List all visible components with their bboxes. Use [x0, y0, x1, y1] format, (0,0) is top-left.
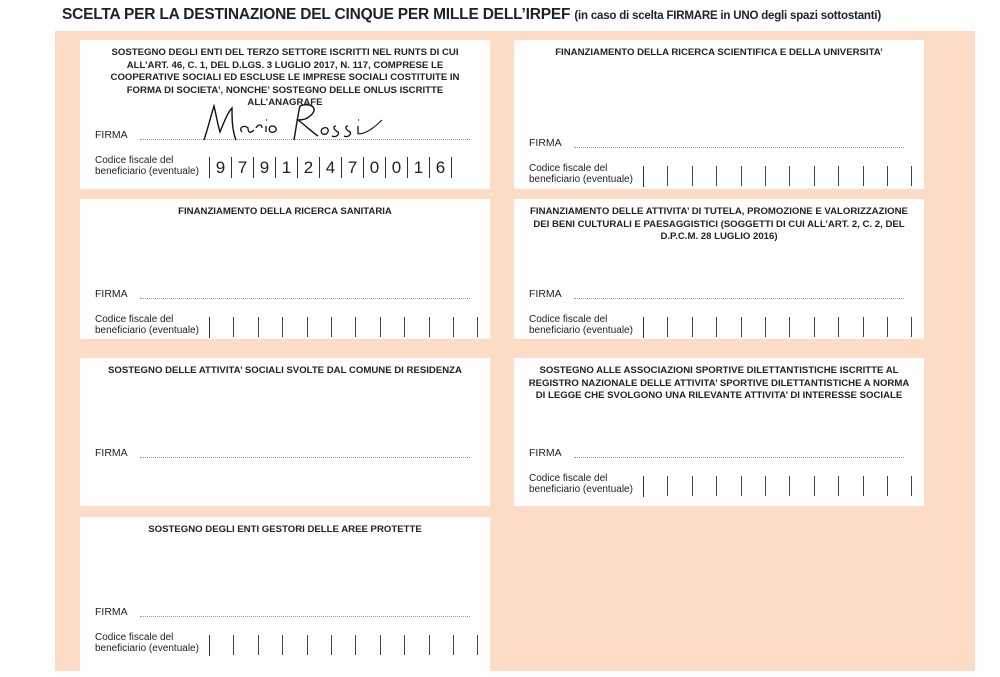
firma-label: FIRMA [529, 137, 562, 149]
cf-field[interactable] [209, 317, 478, 338]
cf-label: Codice fiscale del beneficiario (eventuale) [95, 155, 199, 177]
signature-line[interactable] [574, 298, 904, 299]
box-title: SOSTEGNO DELLE ATTIVITA’ SOCIALI SVOLTE DAL COMUNE DI RESIDENZA [108, 365, 462, 376]
signature-line[interactable] [574, 457, 904, 458]
box-beni-culturali [514, 199, 924, 339]
signature-line[interactable] [140, 616, 470, 617]
firma-label: FIRMA [529, 288, 562, 300]
cf-field[interactable] [643, 476, 912, 497]
box-title: SOSTEGNO ALLE ASSOCIAZIONI SPORTIVE DILETTANTISTICHE ISCRITTE AL REGISTRO NAZIONALE DELLE ATTIVITA’ SPORTIVE DILETTANTISTICHE A NORMA DI LEGGE CHE SVOLGONO UNA RILEVANTE ATTIVITA’ DI INTERESSE SOCIALE [528, 365, 910, 401]
cf-label: Codice fiscale del beneficiario (eventuale) [529, 163, 633, 185]
firma-label: FIRMA [95, 288, 128, 300]
box-terzo-settore [80, 40, 490, 189]
box-title: FINANZIAMENTO DELLA RICERCA SANITARIA [178, 206, 392, 217]
cf-field[interactable] [643, 317, 912, 338]
box-ricerca-sanitaria [80, 199, 490, 339]
form-title: SCELTA PER LA DESTINAZIONE DEL CINQUE PER MILLE DELL’IRPEF [62, 6, 571, 23]
firma-label: FIRMA [95, 129, 128, 141]
box-ricerca-scientifica [514, 40, 924, 189]
cf-digit: 7 [342, 157, 364, 178]
cf-digit: 9 [210, 157, 232, 178]
signature-line[interactable] [140, 457, 470, 458]
handwritten-signature [198, 98, 398, 148]
cf-digit: 0 [386, 157, 408, 178]
box-associazioni-sportive [514, 358, 924, 506]
cf-digit: 4 [320, 157, 342, 178]
cf-label: Codice fiscale del beneficiario (eventuale) [529, 314, 633, 336]
cf-digit: 2 [298, 157, 320, 178]
cf-field[interactable] [209, 635, 478, 656]
form-header [62, 6, 992, 24]
firma-label: FIRMA [95, 606, 128, 618]
signature-line[interactable] [574, 147, 904, 148]
firma-label: FIRMA [95, 447, 128, 459]
cf-label: Codice fiscale del beneficiario (eventuale) [95, 632, 199, 654]
cf-label: Codice fiscale del beneficiario (eventuale) [95, 314, 199, 336]
cf-digit: 1 [408, 157, 430, 178]
cf-field-filled[interactable] [209, 157, 452, 178]
signature-line[interactable] [140, 298, 470, 299]
cf-digit: 6 [430, 157, 452, 178]
cf-label: Codice fiscale del beneficiario (eventuale) [529, 473, 633, 495]
box-title: SOSTEGNO DEGLI ENTI DEL TERZO SETTORE ISCRITTI NEL RUNTS DI CUI ALL’ART. 46, C. 1, DEL D.LGS. 3 LUGLIO 2017, N. 117, COMPRESE LE COOPERATIVE SOCIALI ED ESCLUSE LE IMPRESE SOCIALI COSTITUITE IN FORMA DI SOCIETA’, NONCHE’ SOSTEGNO DELLE ONLUS ISCRITTE ALL’ANAGRAFE [110, 47, 460, 108]
cf-digit: 9 [254, 157, 276, 178]
box-aree-protette [80, 517, 490, 677]
choices-panel [55, 31, 975, 671]
cf-digit: 1 [276, 157, 298, 178]
cf-digit: 0 [364, 157, 386, 178]
box-title: FINANZIAMENTO DELLA RICERCA SCIENTIFICA E DELLA UNIVERSITA’ [555, 47, 883, 58]
cf-digit: 7 [232, 157, 254, 178]
cf-field[interactable] [643, 166, 912, 187]
box-comune-residenza [80, 358, 490, 506]
box-title: SOSTEGNO DEGLI ENTI GESTORI DELLE AREE PROTETTE [148, 524, 422, 535]
form-subtitle: (in caso di scelta FIRMARE in UNO degli spazi sottostanti) [574, 10, 881, 22]
firma-label: FIRMA [529, 447, 562, 459]
box-title: FINANZIAMENTO DELLE ATTIVITA’ DI TUTELA, PROMOZIONE E VALORIZZAZIONE DEI BENI CULTURALI E PAESAGGISTICI (SOGGETTI DI CUI ALL’ART. 2, C. 2, DEL D.P.C.M. 28 LUGLIO 2016) [530, 206, 908, 242]
